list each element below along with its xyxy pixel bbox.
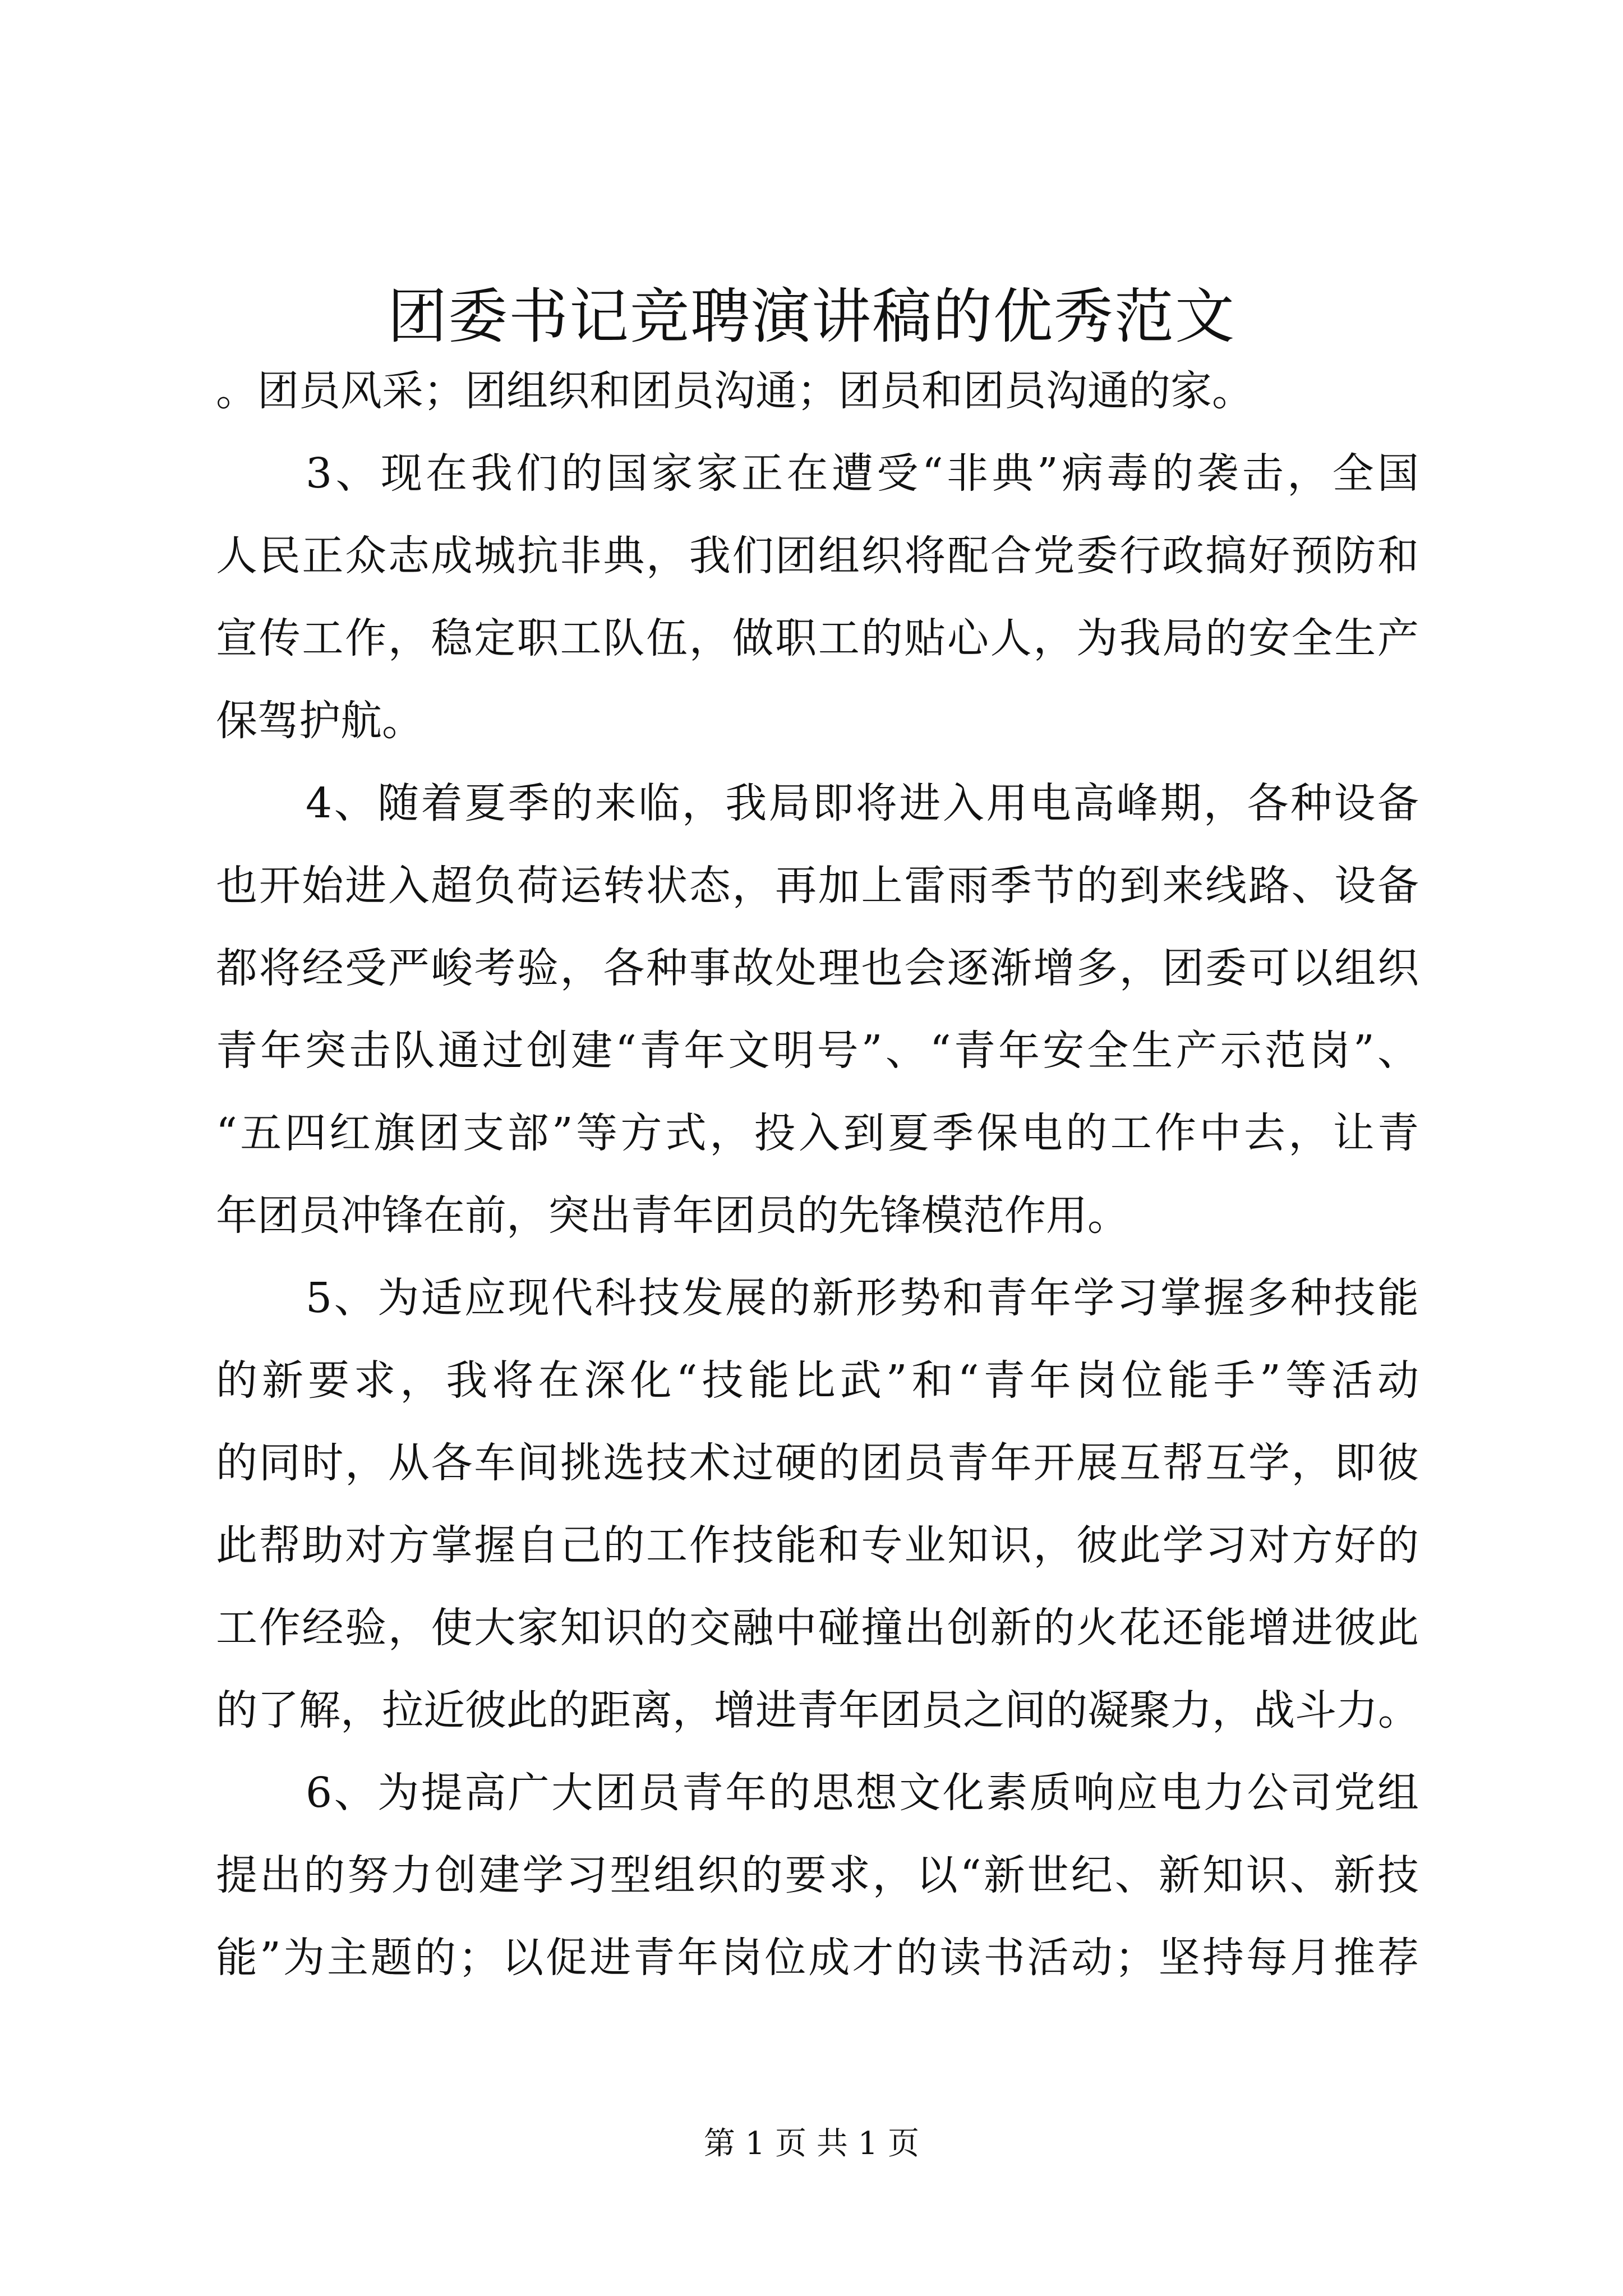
paragraph-line: 都将经受严峻考验，各种事故处理也会逐渐增多，团委可以组织 — [216, 944, 1419, 992]
paragraph-line: 的新要求，我将在深化“技能比武”和“青年岗位能手”等活动 — [216, 1356, 1419, 1405]
paragraph-line: 6、为提高广大团员青年的思想文化素质响应电力公司党组 — [306, 1769, 1419, 1817]
paragraph-line: 宣传工作，稳定职工队伍，做职工的贴心人，为我局的安全生产 — [216, 614, 1419, 662]
paragraph-line: 的了解，拉近彼此的距离，增进青年团员之间的凝聚力，战斗力。 — [216, 1686, 1419, 1734]
paragraph-line: 青年突击队通过创建“青年文明号”、“青年安全生产示范岗”、 — [216, 1027, 1419, 1075]
paragraph-line: “五四红旗团支部”等方式，投入到夏季保电的工作中去，让青 — [216, 1109, 1419, 1157]
paragraph-line: 4、随着夏季的来临，我局即将进入用电高峰期，各种设备 — [306, 779, 1419, 827]
paragraph-line: 3、现在我们的国家家正在遭受“非典”病毒的袭击，全国 — [306, 449, 1419, 498]
paragraph-line: 保驾护航。 — [216, 697, 423, 745]
paragraph-line: 提出的努力创建学习型组织的要求，以“新世纪、新知识、新技 — [216, 1851, 1419, 1899]
paragraph-line: 工作经验，使大家知识的交融中碰撞出创新的火花还能增进彼此 — [216, 1604, 1419, 1652]
paragraph-line: 也开始进入超负荷运转状态，再加上雷雨季节的到来线路、设备 — [216, 862, 1419, 910]
paragraph-line: 。团员风采；团组织和团员沟通；团员和团员沟通的家。 — [216, 367, 1253, 415]
paragraph-line: 的同时，从各车间挑选技术过硬的团员青年开展互帮互学，即彼 — [216, 1439, 1419, 1487]
document-title: 团委书记竞聘演讲稿的优秀范文 — [388, 282, 1235, 351]
page-footer: 第 1 页 共 1 页 — [703, 2125, 920, 2162]
paragraph-line: 人民正众志成城抗非典，我们团组织将配合党委行政搞好预防和 — [216, 532, 1419, 580]
paragraph-line: 5、为适应现代科技发展的新形势和青年学习掌握多种技能 — [306, 1274, 1419, 1322]
paragraph-line: 年团员冲锋在前，突出青年团员的先锋模范作用。 — [216, 1191, 1129, 1240]
paragraph-line: 此帮助对方掌握自己的工作技能和专业知识，彼此学习对方好的 — [216, 1521, 1419, 1570]
paragraph-line: 能”为主题的；以促进青年岗位成才的读书活动；坚持每月推荐 — [216, 1934, 1419, 1982]
